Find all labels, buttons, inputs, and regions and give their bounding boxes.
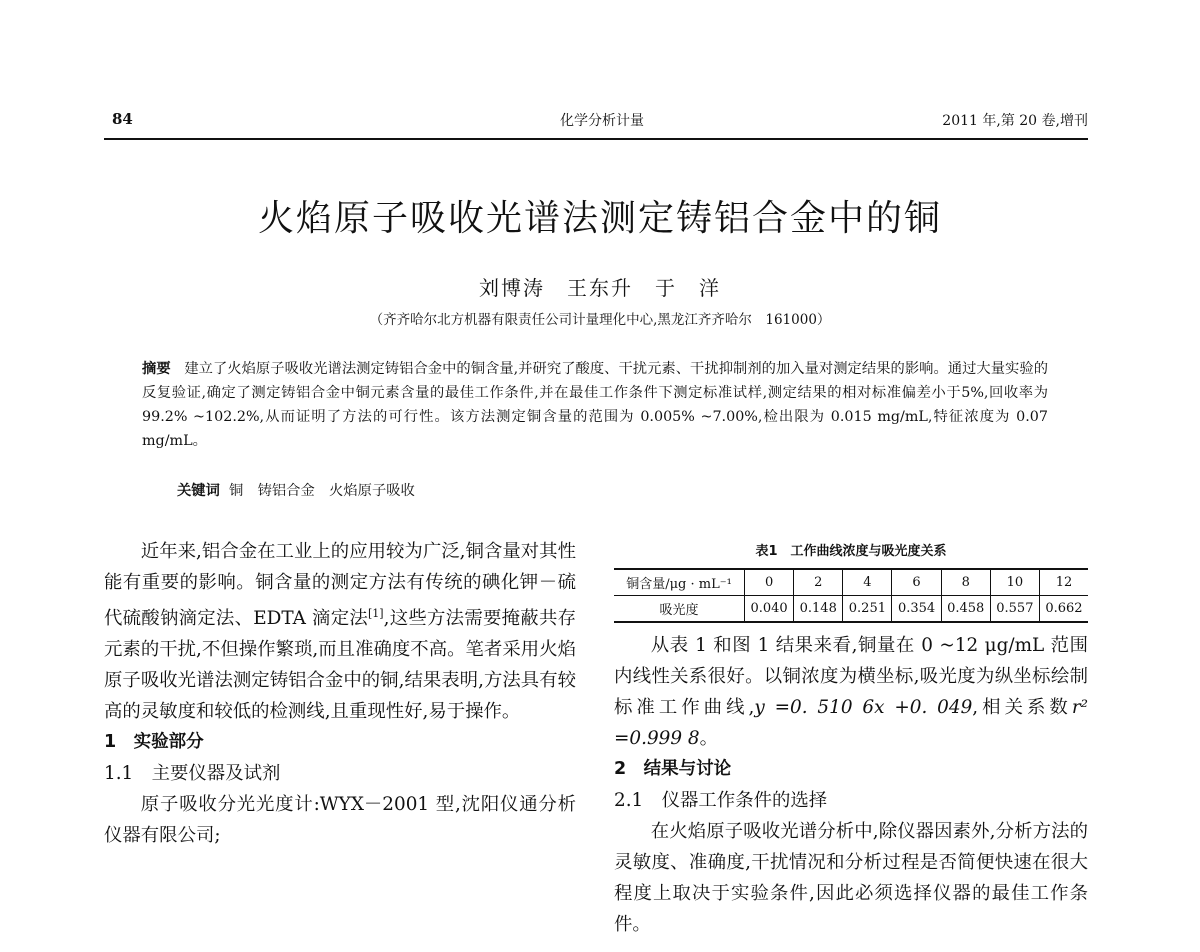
intro-paragraph bbox=[104, 536, 576, 727]
row-label-absorbance: 吸光度 bbox=[614, 596, 745, 623]
keywords bbox=[177, 480, 415, 500]
right-column bbox=[614, 630, 1088, 940]
table-row-absorbance bbox=[614, 596, 1088, 623]
section-1-1-heading: 1.1 主要仪器及试剂 bbox=[104, 763, 281, 785]
article-title: 火焰原子吸收光谱法测定铸铝合金中的铜 bbox=[257, 198, 942, 239]
table-cell: 4 bbox=[843, 569, 892, 596]
results-text-a: 从表 1 和图 1 结果来看,铜量在 0 ~12 μg/mL 范围内线性关系很好。以铜浓度为横坐标,吸光度为纵坐标绘制标准工作曲线, bbox=[614, 635, 1088, 718]
abstract-label: 摘要 bbox=[142, 361, 171, 377]
table-cell: 0.458 bbox=[941, 596, 990, 623]
section-2-1-heading: 2.1 仪器工作条件的选择 bbox=[614, 790, 828, 811]
results-text-b: ,相关系数 bbox=[972, 697, 1072, 718]
keywords-label: 关键词 bbox=[177, 483, 220, 499]
issue-info: 2011 年,第 20 卷,增刊 bbox=[942, 113, 1088, 129]
table-cell: 0.354 bbox=[892, 596, 941, 623]
authors: 刘博涛 王东升 于 洋 bbox=[479, 276, 721, 300]
table-cell: 0.040 bbox=[745, 596, 794, 623]
table-cell: 0.662 bbox=[1039, 596, 1088, 623]
row-label-concentration: 铜含量/μg · mL⁻¹ bbox=[614, 569, 745, 596]
table-cell: 2 bbox=[794, 569, 843, 596]
left-column bbox=[104, 536, 576, 851]
journal-name: 化学分析计量 bbox=[560, 113, 644, 129]
table-row-concentration bbox=[614, 569, 1088, 596]
regression-equation: y =0. 510 6x +0. 049 bbox=[754, 697, 973, 718]
affiliation: （齐齐哈尔北方机器有限责任公司计量理化中心,黑龙江齐齐哈尔 161000） bbox=[369, 312, 831, 328]
section-2-heading: 2 结果与讨论 bbox=[614, 759, 732, 779]
table-cell: 8 bbox=[941, 569, 990, 596]
discussion-paragraph: 在火焰原子吸收光谱分析中,除仪器因素外,分析方法的灵敏度、准确度,干扰情况和分析过程是否简便快速在很大程度上取决于实验条件,因此必须选择仪器的最佳工作条件。 bbox=[614, 821, 1088, 935]
correlation-coefficient: r² =0.999 8 bbox=[614, 697, 1088, 749]
table-cell: 12 bbox=[1039, 569, 1088, 596]
table-cell: 0.148 bbox=[794, 596, 843, 623]
abstract bbox=[142, 357, 1048, 453]
header-rule bbox=[104, 138, 1088, 140]
abstract-text: 建立了火焰原子吸收光谱法测定铸铝合金中的铜含量,并研究了酸度、干扰元素、干扰抑制剂的加入量对测定结果的影响。通过大量实验的反复验证,确定了测定铸铝合金中铜元素含量的最佳工作条件,并在最佳工作条件下测定标准试样,测定结果的相对标准偏差小于5%,回收率为 99.2% ~102.2%,从而证明了方法的可行性。该方法测定铜含量的范围为 0.005% ~7.00%,检出限为 0.015 mg/mL,特征浓度为 0.07 mg/mL。 bbox=[142, 361, 1048, 449]
calibration-table bbox=[614, 568, 1088, 623]
table-cell: 0.557 bbox=[990, 596, 1039, 623]
table-cell: 0.251 bbox=[843, 596, 892, 623]
intro-text-b: ,这些方法需要掩蔽共存元素的干扰,不但操作繁琐,而且准确度不高。笔者采用火焰原子吸收光谱法测定铸铝合金中的铜,结果表明,方法具有较高的灵敏度和较低的检测线,且重现性好,易于操作。 bbox=[104, 608, 576, 723]
table-caption: 表1 工作曲线浓度与吸光度关系 bbox=[755, 544, 947, 559]
keywords-text: 铜 铸铝合金 火焰原子吸收 bbox=[228, 483, 415, 499]
table-cell: 6 bbox=[892, 569, 941, 596]
page-number: 84 bbox=[112, 110, 133, 128]
results-paragraph bbox=[614, 630, 1088, 754]
instrument-paragraph: 原子吸收分光光度计:WYX－2001 型,沈阳仪通分析仪器有限公司; bbox=[104, 794, 576, 847]
results-text-c: 。 bbox=[699, 728, 719, 749]
table-cell: 10 bbox=[990, 569, 1039, 596]
reference-mark: [1] bbox=[368, 607, 384, 620]
intro-text-a: 近年来,铝合金在工业上的应用较为广泛,铜含量对其性能有重要的影响。铜含量的测定方法有传统的碘化钾－硫代硫酸钠滴定法、EDTA 滴定法 bbox=[104, 541, 576, 630]
section-1-heading: 1 实验部分 bbox=[104, 732, 204, 753]
table-cell: 0 bbox=[745, 569, 794, 596]
